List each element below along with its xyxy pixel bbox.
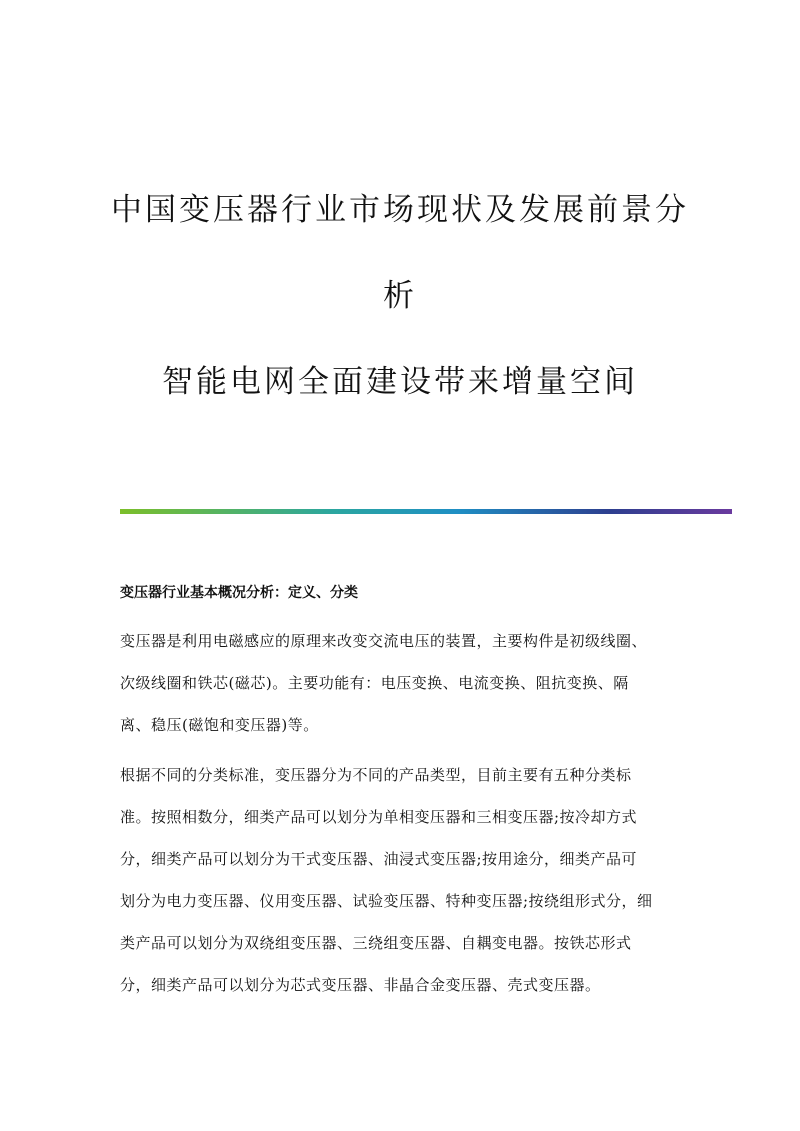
paragraph-line: 变压器是利用电磁感应的原理来改变交流电压的装置，主要构件是初级线圈、 (120, 632, 648, 650)
paragraph-line: 划分为电力变压器、仪用变压器、试验变压器、特种变压器;按绕组形式分，细 (120, 892, 653, 910)
paragraph-line: 根据不同的分类标准，变压器分为不同的产品类型，目前主要有五种分类标 (120, 766, 632, 784)
paragraph-line: 分，细类产品可以划分为芯式变压器、非晶合金变压器、壳式变压器。 (120, 976, 601, 994)
paragraph-line: 类产品可以划分为双绕组变压器、三绕组变压器、自耦变电器。按铁芯形式 (120, 934, 632, 952)
paragraph-classification (120, 764, 700, 996)
section-heading: 变压器行业基本概况分析：定义、分类 (120, 585, 358, 601)
paragraph-line: 离、稳压(磁饱和变压器)等。 (120, 716, 319, 734)
document-subtitle: 智能电网全面建设带来增量空间 (162, 364, 638, 400)
paragraph-definition (120, 630, 700, 736)
paragraph-line: 准。按照相数分，细类产品可以划分为单相变压器和三相变压器;按冷却方式 (120, 808, 638, 826)
paragraph-line: 次级线圈和铁芯(磁芯)。主要功能有：电压变换、电流变换、阻抗变换、隔 (120, 674, 629, 692)
document-title-line-2: 析 (383, 278, 417, 314)
gradient-divider (120, 509, 732, 514)
paragraph-line: 分，细类产品可以划分为干式变压器、油浸式变压器;按用途分，细类产品可 (120, 850, 638, 868)
document-title-line-1: 中国变压器行业市场现状及发展前景分 (111, 192, 689, 228)
